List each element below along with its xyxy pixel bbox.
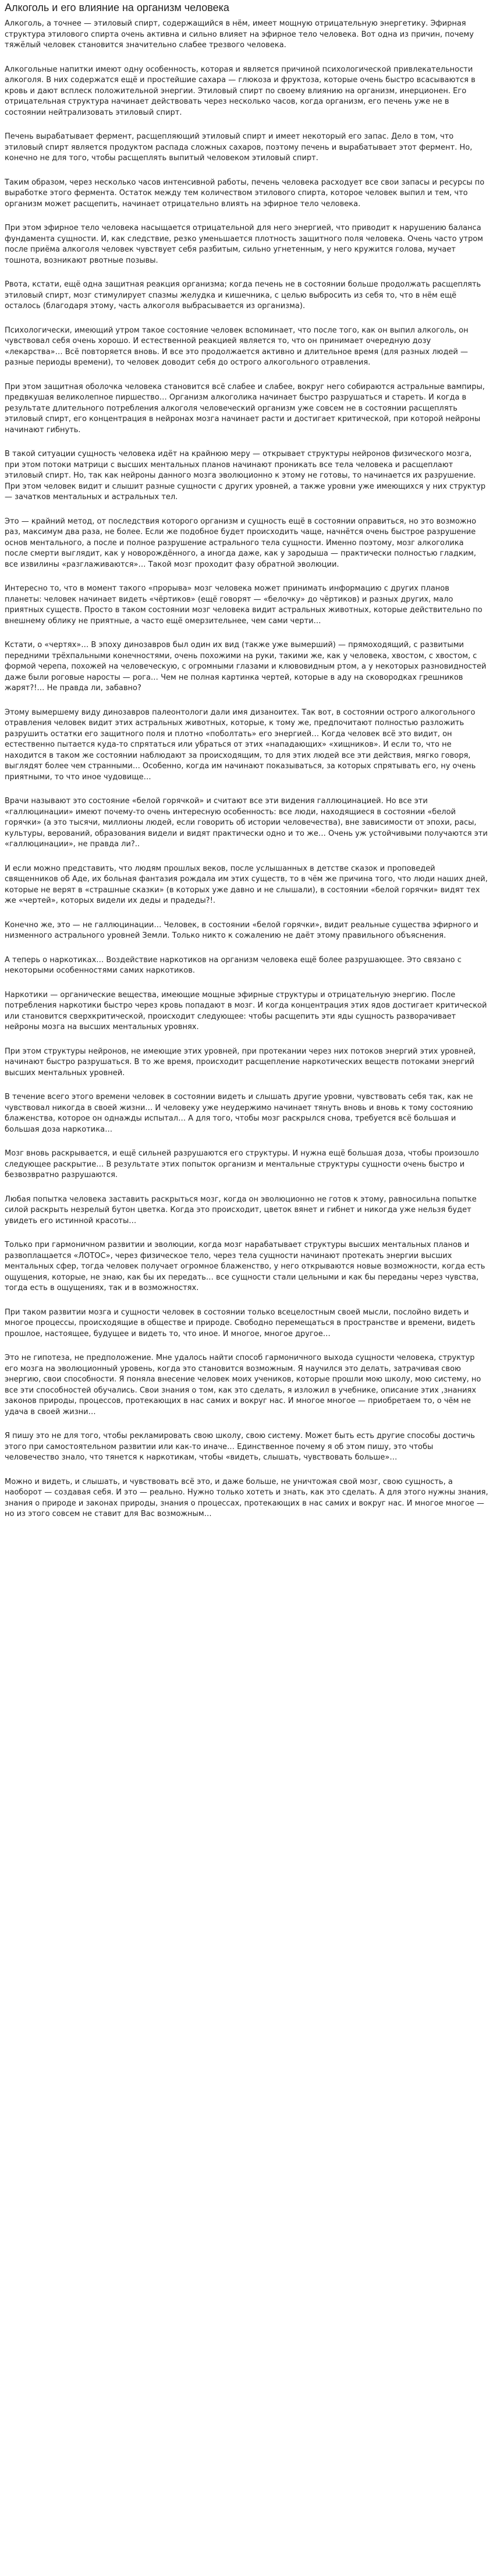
article-paragraph: Рвота, кстати, ещё одна защитная реакция организма; когда печень не в состоянии больше продолжать расщеплять этиловый спирт, мозг стимулирует спазмы желудка и кишечника, с целью выбросить из себя то, что в нём ещё осталось (благодаря этому, часть алкоголя выбрасывается из организма). (5, 280, 481, 310)
article-paragraph: В течение всего этого времени человек в состоянии видеть и слышать другие уровни, чувствовать себя так, как не чувствовал никогда в своей жизни… И человеку уже неудержимо начинает тянуть вновь и вновь к тому состоянию блаженства, которое он однажды испытал… А для того, чтобы мозг раскрылся снова, требуется всё большая и большая доза наркотика… (5, 1093, 473, 1134)
article-paragraph: Любая попытка человека заставить раскрыться мозг, когда он эволюционно не готов к этому, равносильна попытке силой раскрыть незрелый бутон цветка. Когда это происходит, цветок вянет и гибнет и никогда уже нельзя будет увидеть его истинной красоты… (5, 1195, 477, 1225)
article-paragraph: При этом структуры нейронов, не имеющие этих уровней, при протекании через них потоков энергий этих уровней, начинают быстро разрушаться. В то же время, происходит расщепление наркотических веществ потоками энергий высших ментальных уровней. (5, 1047, 476, 1077)
article-paragraph: Таким образом, через несколько часов интенсивной работы, печень человека расходует все свои запасы и ресурсы по выработке этого фермента. Остаток между тем количеством этилового спирта, которое человек выпил и тем, что организм может расщепить, начинает отрицательно влиять на эфирное тело человека. (5, 178, 485, 209)
article-paragraph: При этом защитная оболочка человека становится всё слабее и слабее, вокруг него собираются астральные вампиры, предвкушая великолепное пиршество… Организм алкоголика начинает быстро разрушаться и стареть. И когда в результате длительного потребления алкоголя человеческий организм уже совсем не в состоянии расщеплять этиловый спирт, его концентрация в нейронах мозга начинает расти и достигает критической, при которой нейроны начинают гибнуть. (5, 382, 485, 434)
article-paragraph: Психологически, имеющий утром такое состояние человек вспоминает, что после того, как он выпил алкоголь, он чувствовал себя очень хорошо. И естественной реакцией является то, что он принимает очередную дозу «лекарства»… Всё повторяется вновь. И все это продолжается активно и длительное время (для разных людей — разные периоды времени), то человек доводит себя до острого алкогольного отравления. (5, 326, 469, 367)
article-paragraph: Алкоголь, а точнее — этиловый спирт, содержащийся в нём, имеет мощную отрицательную энергетику. Эфирная структура этилового спирта очень активна и сильно влияет на эфирное тело человека. Вот одна из причин, почему тяжёлый человек становится значительно слабее трезвого человека. (5, 19, 474, 50)
article-paragraph: При этом эфирное тело человека насыщается отрицательной для него энергией, что приводит к нарушению баланса фундамента сущности. И, как следствие, резко уменьшается плотность защитного поля человека. Очень часто утром после приёма алкоголя человек чувствует себя разбитым, сильно угнетенным, у него кружится голова, мучает тошнота, возникают рвотные позывы. (5, 224, 483, 265)
article-paragraph: Кстати, о «чертях»… В эпоху динозавров был один их вид (также уже вымерший) — прямоходящий, с развитыми передними трёхпальными конечностями, очень похожими на руки, такими же, как у человека, хвостом, с хвостом, с формой черепа, похожей на человеческую, с огромными глазами и клювовидным ртом, а у некоторых разновидностей даже были роговые наросты — рога… Чем не полная картинка чертей, которые в аду на сковородках грешников жарят?!… Не правда ли, забавно? (5, 641, 487, 692)
article-paragraph: В такой ситуации сущность человека идёт на крайнюю меру — открывает структуры нейронов физического мозга, при этом потоки матрици с высших ментальных планов начинают проникать все тела человека и расщеплают этиловый спирт. Но, так как нейроны данного мозга эволюционно к этому не готовы, то начинается их разрушение. При этом человек видит и слышит разные сущности с других уровней, а также уровни уже имеющихся у них структур — зачатков ментальных и астральных тел. (5, 450, 486, 501)
article-paragraph: Наркотики — органические вещества, имеющие мощные эфирные структуры и отрицательную энергию. После потребления наркотики быстро через кровь попадают в мозг. И когда концентрация этих ядов достигает критической или становится сверхкритической, происходит следующее: чтобы расщепить эти яды сущность разворачивает нейроны мозга на высших ментальных уровнях. (5, 990, 487, 1031)
article-paragraph: Врачи называют это состояние «белой горячкой» и считают все эти видения галлюцинацией. Но все эти «галлюцинации» имеют почему-то очень интересную особенность: все люди, находящиеся в состоянии «белой горячки» (а это тысячи, миллионы людей, если говорить об истории человечества), вне зависимости от эпохи, расы, культуры, верований, образования видели и видят практически одно и то же… Очень уж устойчивыми получаются эти «галлюцинации», не правда ли?.. (5, 797, 488, 849)
article-paragraph: И если можно представить, что людям прошлых веков, после услышанных в детстве сказок и проповедей священников об Аде, их больная фантазия рождала им этих существ, то в чём же причина того, что люди наших дней, которые не верят в «страшные сказки» (в которых уже давно и не слышали), в состоянии «белой горячки» видят тех же «чертей», которых видели их деды и прадеды?!. (5, 864, 488, 905)
article (5, 0, 488, 1533)
article-paragraph: Этому вымершему виду динозавров палеонтологи дали имя дизаноитех. Так вот, в состоянии острого алкогольного отравления человек видит этих астральных животных, которые, к тому же, предпочитают полностью разложить разрушить остатки его защитного поля и плотно «поболтать» его энергией… Когда человек всё это видит, он естественно пытается куда-то спрятаться или убраться от этих «нападающих» «хищников». И если то, что не находится в таком же состоянии наблюдают за происходящим, то для этих людей все эти действия, мягко говоря, выглядят более чем странными… Особенно, когда им начинают показываться, за которых спрятывать его, ну очень приятными, то что иное чудовище… (5, 708, 476, 782)
article-paragraph: Можно и видеть, и слышать, и чувствовать всё это, и даже больше, не уничтожая свой мозг, свою сущность, а наоборот — создавая себя. И это — реально. Нужно только хотеть и знать, как это сделать. А для этого нужны знания, знания о природе и законах природы, знания о процессах, протекающих в нас самих и вокруг нас. И многое многое — но из этого совсем не ставит для Вас возможным… (5, 1477, 488, 1518)
article-paragraph: Это не гипотеза, не предположение. Мне удалось найти способ гармоничного выхода сущности человека, структур его мозга на эволюционный уровень, когда это становится возможным. Я научился это делать, затрачивая свою энергию, свои способности. Я поняла внесение человек моих учеников, которые прошли мою школу, мою систему, но все эти способностей обучались. Свои знания о том, как это сделать, я изложил в учебнике, описание этих ,знаниях законов природы, процессов, протекающих в нас самих и вокруг нас. И многое многое — приобретаем то, о чём не удача в своей жизни… (5, 1354, 481, 1416)
article-paragraph: Это — крайний метод, от последствия которого организм и сущность ещё в состоянии оправиться, но это возможно раз, максимум два раза, не более. Если же подобное будет происходить чаще, начнётся очень быстрое разрушение основ ментального, а после и полное разрушение астрального тела сущности. Именно поэтому, мозг алкоголика после смерти выглядит, как у новорождённого, а иногда даже, как у зародыша — практически полностью гладким, все извилины «разглаживаются»… Такой мозг проходит фазу обратной эволюции. (5, 517, 477, 569)
article-paragraph: Печень вырабатывает фермент, расщепляющий этиловый спирт и имеет некоторый его запас. Дело в том, что этиловый спирт является продуктом распада сложных сахаров, поэтому печень и вырабатывает этот фермент. Но, конечно не для того, чтобы расщеплять выпитый человеком этиловый спирт. (5, 132, 473, 162)
article-paragraph: А теперь о наркотиках… Воздействие наркотиков на организм человека ещё более разрушающее. Это связано с некоторыми особенностями самих наркотиков. (5, 955, 462, 975)
article-paragraph: Конечно же, это — не галлюцинации… Человек, в состоянии «белой горячки», видит реальные существа эфирного и низменного астрального уровней Земли. Только никто к сожалению не даёт этому правильного объяснения. (5, 920, 478, 940)
article-paragraph: Только при гармоничном развитии и эволюции, когда мозг нарабатывает структуры высших ментальных планов и развоплащается «ЛОТОС», через физическое тело, через тела сущности начинают протекать энергии высших ментальных сфер, тогда человек получает огромное блаженство, у него открываются новые возможности, когда есть ощущения, которые, не знаю, как бы их передать… все сущности стали цельными и как бы переданы через чувства, тогда есть в ощущениях, так и в возможностях. (5, 1241, 485, 1292)
article-body (5, 19, 488, 1520)
article-paragraph: При таком развитии мозга и сущности человек в состоянии только всецелостным своей мысли, послойно видеть и многое процессы, происходящие в обществе и природе. Свободно перемещаться в пространстве и времени, видеть прошлое, настоящее, будущее и видеть то, что иное. И многое, многое другое… (5, 1308, 476, 1338)
article-paragraph: Я пишу это не для того, чтобы рекламировать свою школу, свою систему. Может быть есть другие способы достичь этого при самостоятельном развитии или как-то иначе… Единственное почему я об этом пишу, это чтобы человечество знало, что тянется к наркотикам, чтобы «видеть, слышать, чувствовать больше»… (5, 1432, 475, 1462)
article-paragraph: Алкогольные напитки имеют одну особенность, которая и является причиной психологической привлекательности алкоголя. В них содержатся ещё и простейшие сахара — глюкоза и фруктоза, которые очень быстро всасываются в кровь и дают всплеск положительной энергии. Этиловый спирт по своему влиянию на организм, инерционен. Его отрицательная структура начинает действовать через несколько часов, когда организм, его печень уже не в состоянии нейтрализовать этиловый спирт. (5, 65, 476, 117)
article-paragraph: Интересно то, что в момент такого «прорыва» мозг человека может принимать информацию с других планов планеты: человек начинает видеть «чёртиков» (ещё говорят — «белочку» до чёртиков) и разных других, мало приятных существ. Просто в таком состоянии мозг человека видит астральных животных, которые действительно по внешнему облику не приятные, а часто ещё омерзительнее, чем сами черти… (5, 584, 483, 626)
article-paragraph: Мозг вновь раскрывается, и ещё сильней разрушаются его структуры. И нужна ещё большая доза, чтобы произошло следующее раскрытие… В результате этих попыток организм и ментальные структуры сущности очень быстро и безвозвратно разрушаются. (5, 1149, 479, 1179)
article-title: Алкоголь и его влияние на организм человека (5, 2, 229, 13)
